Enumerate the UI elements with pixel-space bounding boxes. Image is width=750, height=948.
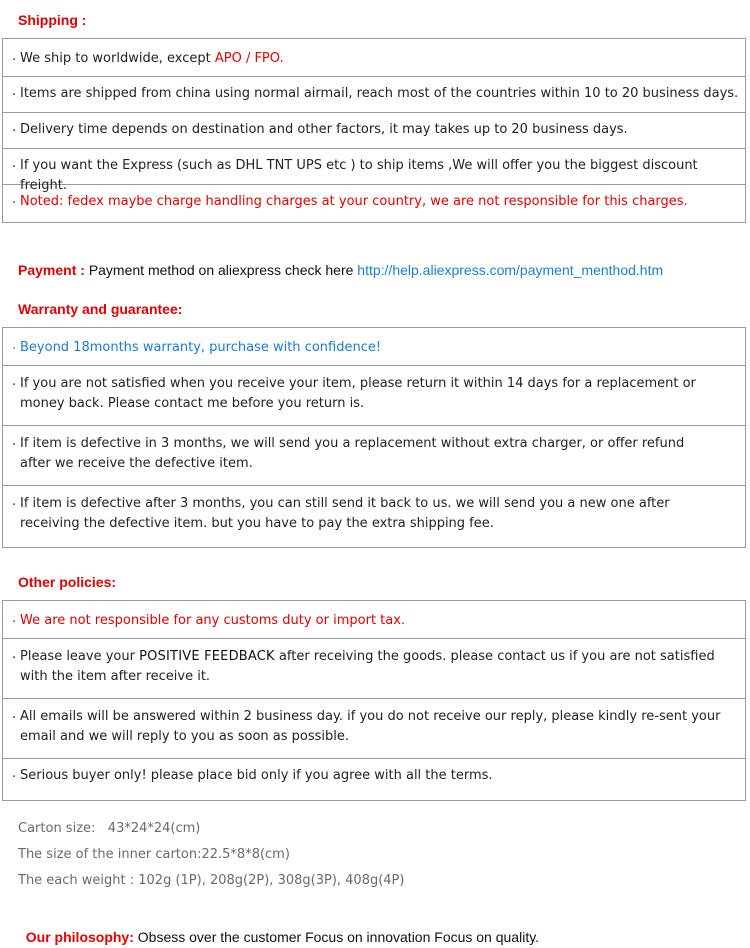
row-text-line1: If item is defective after 3 months, you can still send it back to us. we will send you a new one after (20, 496, 670, 511)
other-policies-table (2, 600, 746, 801)
warranty-table (2, 327, 746, 548)
payment-label: Payment : (18, 262, 85, 278)
bullet: . (12, 647, 17, 662)
payment-link[interactable]: http://help.aliexpress.com/payment_menthod.htm (357, 262, 664, 278)
warranty-highlight: Beyond 18months warranty, purchase with confidence! (20, 340, 382, 355)
row-text-line2: email and we will reply to you as soon as possible. (20, 729, 350, 744)
table-row (3, 113, 745, 149)
bullet: . (12, 611, 17, 626)
table-row (3, 486, 745, 548)
other-policies-heading: Other policies: (18, 574, 117, 590)
bullet: . (12, 374, 17, 389)
payment-text: Payment method on aliexpress check here (88, 262, 354, 278)
philosophy-label: Our philosophy: (25, 929, 134, 945)
row-text-line1: All emails will be answered within 2 business day. if you do not receive our reply, please kindly re-sent your (20, 709, 721, 724)
table-row (3, 39, 745, 77)
bullet: . (12, 338, 17, 353)
row-text: Items are shipped from china using normal airmail, reach most of the countries within 10 to 20 business days. (20, 86, 739, 101)
row-text-line2: receiving the defective item. but you have to pay the extra shipping fee. (20, 516, 494, 531)
table-row (3, 601, 745, 639)
table-row (3, 185, 745, 223)
row-text-pre: We ship to worldwide, except (20, 51, 215, 66)
row-text (20, 49, 745, 69)
row-text: Delivery time depends on destination and other factors, it may takes up to 20 business days. (20, 122, 628, 137)
row-text-line1 (20, 647, 745, 667)
table-row (3, 366, 745, 426)
table-row (3, 699, 745, 759)
feedback-pre: Please leave your (20, 649, 140, 664)
apo-fpo-highlight: APO / FPO. (214, 51, 284, 66)
fedex-note: Noted: fedex maybe charge handling charges at your country, we are not responsible for this charges. (20, 194, 688, 209)
shipping-table (2, 38, 746, 223)
inner-carton-size: The size of the inner carton:22.5*8*8(cm) (18, 847, 290, 862)
row-text-line2: with the item after receive it. (20, 669, 211, 684)
bullet: . (12, 192, 17, 207)
row-text-line1: If you are not satisfied when you receive your item, please return it within 14 days for a replacement or (20, 376, 696, 391)
bullet: . (12, 120, 17, 135)
carton-size: Carton size: 43*24*24(cm) (18, 821, 201, 836)
row-text: If you want the Express (such as DHL TNT UPS etc ) to ship items ,We will offer you the biggest discount freight. (20, 158, 698, 193)
bullet: . (12, 494, 17, 509)
table-row (3, 328, 745, 366)
customs-note: We are not responsible for any customs duty or import tax. (20, 613, 406, 628)
shipping-heading: Shipping : (18, 12, 87, 28)
payment-line (18, 262, 663, 278)
feedback-post: after receiving the goods. please contact us if you are not satisfied (274, 649, 715, 664)
positive-feedback-emphasis: POSITIVE FEEDBACK (139, 649, 275, 664)
row-text-line2: money back. Please contact me before you return is. (20, 396, 365, 411)
warranty-heading: Warranty and guarantee: (18, 301, 183, 317)
bullet: . (12, 49, 17, 64)
philosophy-text: Obsess over the customer Focus on innovation Focus on quality. (133, 929, 540, 945)
bullet: . (12, 766, 17, 781)
table-row (3, 639, 745, 699)
item-weight: The each weight : 102g (1P), 208g(2P), 308g(3P), 408g(4P) (18, 873, 405, 888)
table-row (3, 759, 745, 801)
table-row (3, 149, 745, 193)
row-text: Serious buyer only! please place bid only if you agree with all the terms. (20, 768, 493, 783)
table-row (3, 77, 745, 113)
table-row (3, 426, 745, 486)
row-text-line1: If item is defective in 3 months, we will send you a replacement without extra charger, or offer refund (20, 436, 685, 451)
philosophy-line (18, 913, 539, 945)
bullet: . (12, 84, 17, 99)
bullet: . (12, 156, 17, 171)
bullet: . (12, 707, 17, 722)
bullet: . (12, 434, 17, 449)
row-text-line2: after we receive the defective item. (20, 456, 253, 471)
